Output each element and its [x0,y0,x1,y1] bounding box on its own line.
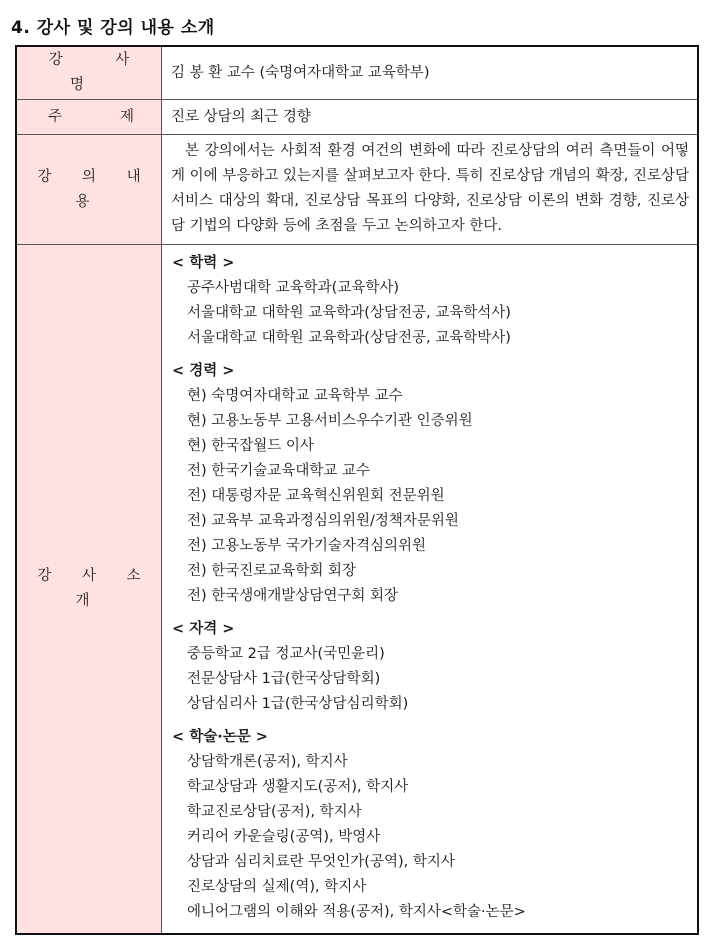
value-instructor: 김 봉 환 교수 (숙명여자대학교 교육학부) [162,46,699,100]
section-title: < 학력 > [172,255,235,271]
label-content-text: 강 의 내 용 [37,168,154,210]
list-item: 상담심리사 1급(한국상담심리학회) [187,696,409,712]
list-item: 공주사범대학 교육학과(교육학사) [187,280,400,296]
section-title: < 학술·논문 > [172,729,268,745]
list-item: 서울대학교 대학원 교육학과(상담전공, 교육학박사) [187,330,511,346]
bio-section-career [172,359,689,609]
list-item: 진로상담의 실제(역), 학지사 [187,879,367,895]
list-item: 학교진로상담(공저), 학지사 [187,804,362,820]
row-content [16,135,698,245]
value-bio [162,245,699,935]
list-item: 학교상담과 생활지도(공저), 학지사 [187,779,409,795]
list-item: 현) 한국잡월드 이사 [187,438,314,454]
list-item: 커리어 카운슬링(공역), 박영사 [187,829,381,845]
row-bio [16,245,698,935]
row-instructor [16,46,698,100]
label-subject-left: 주 [48,108,63,125]
value-content [162,135,699,245]
row-subject [16,100,698,135]
bio-section-education [172,251,689,351]
list-item: 전) 한국진로교육학회 회장 [187,563,356,579]
list-item: 전) 한국기술교육대학교 교수 [187,463,370,479]
label-content [16,135,162,245]
list-item: 전) 한국생애개발상담연구회 회장 [187,588,398,604]
label-instructor [16,46,162,100]
value-subject: 진로 상담의 최근 경향 [162,100,699,135]
list-item: 전) 교육부 교육과정심의위원/정책자문위원 [187,513,459,529]
section-heading: 4. 강사 및 강의 내용 소개 [11,18,215,38]
label-subject-right: 제 [119,108,134,125]
label-bio-text: 강 사 소 개 [37,568,154,609]
list-item: 전) 대통령자문 교육혁신위원회 전문위원 [187,488,445,504]
list-item: 현) 숙명여자대학교 교육학부 교수 [187,388,403,404]
list-item: 에니어그램의 이해와 적용(공저), 학지사<학술·논문> [187,904,526,920]
list-item: 상담과 심리치료란 무엇인가(공역), 학지사 [187,854,455,870]
bio-section-certifications [172,617,689,717]
bio-section-publications [172,725,689,925]
list-item: 서울대학교 대학원 교육학과(상담전공, 교육학석사) [187,305,511,321]
section-title: < 경력 > [172,363,235,379]
section-title: < 자격 > [172,621,235,637]
list-item: 전문상담사 1급(한국상담학회) [187,671,381,687]
list-item: 중등학교 2급 정교사(국민윤리) [187,646,385,662]
list-item: 상담학개론(공저), 학지사 [187,754,348,770]
content-paragraph: 본 강의에서는 사회적 환경 여건의 변화에 따라 진로상담의 여러 측면들이 어떻게 이에 부응하고 있는지를 살펴보고자 한다. 특히 진로상담 개념의 확장, 진로상담 서비스 대상의 확대, 진로상담 목표의 다양화, 진로상담 이론의 변화 경향, 진로상담 기법의 다양화 등에 초점을 두고 논의하고자 한다. [171,143,689,234]
label-bio [16,245,162,935]
label-subject [16,100,162,135]
list-item: 전) 고용노동부 국가기술자격심의위원 [187,538,426,554]
label-instructor-text: 강 사 명 [48,52,154,93]
instructor-info-table [15,45,699,935]
list-item: 현) 고용노동부 고용서비스우수기관 인증위원 [187,413,473,429]
